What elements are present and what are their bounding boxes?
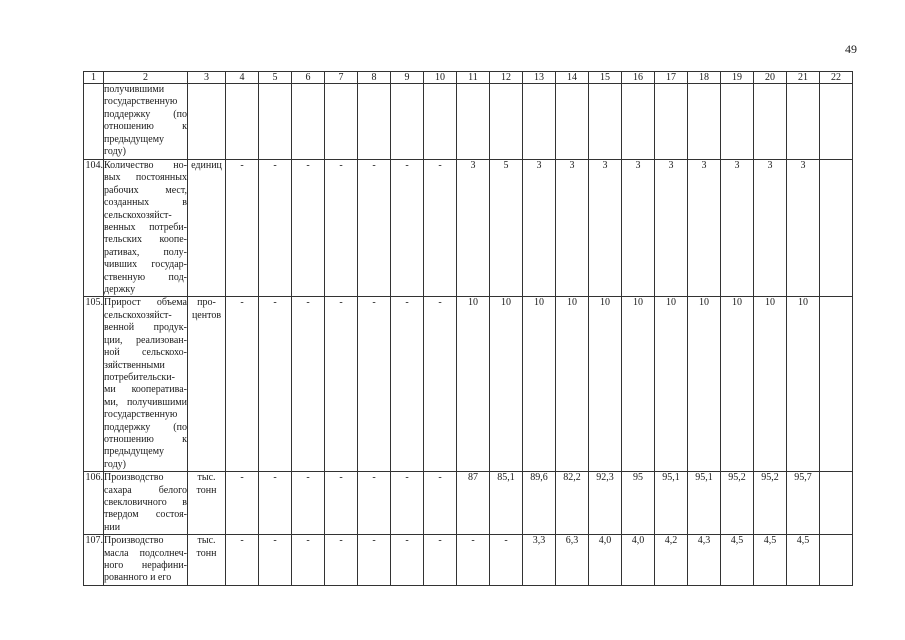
value-cell: 95,2 [721, 472, 754, 535]
indicator-line: свекловичного в [104, 496, 187, 508]
indicator-line: государственную [104, 96, 178, 108]
value-cell: 3 [457, 160, 490, 297]
value-cell: 3 [688, 160, 721, 297]
unit-cell [188, 472, 226, 535]
indicator-line: предыдущему [104, 133, 165, 145]
indicator-line: отношению к [104, 121, 187, 133]
value-cell [490, 84, 523, 160]
header-cell: 8 [358, 72, 391, 84]
value-cell [226, 84, 259, 160]
row-number: 105. [84, 297, 104, 472]
indicator-line: твердом состоя- [104, 509, 187, 521]
value-cell: 3 [523, 160, 556, 297]
value-cell [721, 84, 754, 160]
value-cell: 10 [457, 297, 490, 472]
value-cell: - [325, 297, 358, 472]
value-cell: 85,1 [490, 472, 523, 535]
value-cell [358, 84, 391, 160]
value-cell: 10 [523, 297, 556, 472]
indicator-line: нии [104, 521, 121, 533]
value-cell: - [259, 160, 292, 297]
value-cell: - [259, 297, 292, 472]
header-cell: 11 [457, 72, 490, 84]
indicator-name [104, 160, 188, 297]
indicator-line: ративах, полу- [104, 246, 187, 258]
indicator-line: рабочих мест, [104, 184, 187, 196]
value-cell: - [292, 472, 325, 535]
unit-line: тонн [196, 484, 217, 496]
value-cell [325, 84, 358, 160]
header-cell: 17 [655, 72, 688, 84]
value-cell: - [391, 160, 424, 297]
value-cell: 3 [655, 160, 688, 297]
unit-cell [188, 84, 226, 160]
value-cell: 3 [721, 160, 754, 297]
indicator-line: году) [104, 146, 126, 158]
indicator-line: отношению к [104, 433, 187, 445]
table-row [84, 84, 853, 160]
value-cell: - [292, 535, 325, 586]
indicator-line: ственную под- [104, 271, 187, 283]
indicator-line: сельскохозяйст- [104, 209, 172, 221]
value-cell: - [226, 472, 259, 535]
value-cell [424, 84, 457, 160]
header-cell: 10 [424, 72, 457, 84]
value-cell: - [424, 535, 457, 586]
unit-line: центов [191, 309, 222, 321]
header-cell: 19 [721, 72, 754, 84]
value-cell: 10 [490, 297, 523, 472]
indicator-line: ми кооператива- [104, 384, 187, 396]
indicator-line: поддержку (по [104, 108, 187, 120]
value-cell: - [358, 297, 391, 472]
header-cell: 20 [754, 72, 787, 84]
value-cell [754, 84, 787, 160]
value-cell [391, 84, 424, 160]
value-cell [589, 84, 622, 160]
value-cell: 89,6 [523, 472, 556, 535]
indicator-line: венной продук- [104, 322, 187, 334]
row-number: 106. [84, 472, 104, 535]
indicator-line: чивших государ- [104, 259, 187, 271]
indicator-line: созданных в [104, 197, 187, 209]
indicator-line: Прирост объема [104, 297, 187, 309]
value-cell: 3 [787, 160, 820, 297]
indicator-line: масла подсолнеч- [104, 547, 187, 559]
header-cell: 5 [259, 72, 292, 84]
value-cell: - [490, 535, 523, 586]
value-cell: 3 [556, 160, 589, 297]
value-cell: - [391, 535, 424, 586]
value-cell: 10 [655, 297, 688, 472]
header-cell: 4 [226, 72, 259, 84]
indicator-line: Производство [104, 535, 164, 547]
indicator-line: ции, реализован- [104, 334, 187, 346]
value-cell: - [226, 535, 259, 586]
value-cell [820, 160, 853, 297]
table-row [84, 160, 853, 297]
header-cell: 22 [820, 72, 853, 84]
value-cell: - [358, 160, 391, 297]
value-cell: - [292, 297, 325, 472]
row-number [84, 84, 104, 160]
indicator-line: вых постоянных [104, 172, 187, 184]
value-cell: 10 [721, 297, 754, 472]
header-cell: 21 [787, 72, 820, 84]
value-cell: 4,0 [589, 535, 622, 586]
unit-line: тыс. [197, 535, 216, 547]
value-cell: 82,2 [556, 472, 589, 535]
value-cell [457, 84, 490, 160]
value-cell: 10 [589, 297, 622, 472]
indicator-line: рованного и его [104, 572, 172, 584]
unit-line: про- [197, 297, 216, 309]
value-cell: 10 [688, 297, 721, 472]
value-cell: 3 [589, 160, 622, 297]
value-cell: 87 [457, 472, 490, 535]
page-number: 49 [845, 42, 857, 56]
value-cell: - [292, 160, 325, 297]
unit-line: единиц [191, 160, 222, 171]
indicator-line: ной сельскохо- [104, 347, 187, 359]
value-cell: 6,3 [556, 535, 589, 586]
value-cell: 4,5 [787, 535, 820, 586]
value-cell: 95,1 [688, 472, 721, 535]
value-cell: 10 [622, 297, 655, 472]
value-cell: - [391, 472, 424, 535]
indicator-name [104, 472, 188, 535]
header-cell: 1 [84, 72, 104, 84]
header-cell: 2 [104, 72, 188, 84]
indicator-name [104, 297, 188, 472]
table-row [84, 472, 853, 535]
header-cell: 6 [292, 72, 325, 84]
value-cell: 4,5 [721, 535, 754, 586]
header-row [84, 72, 853, 84]
value-cell: 95,2 [754, 472, 787, 535]
header-cell: 9 [391, 72, 424, 84]
value-cell [292, 84, 325, 160]
header-cell: 7 [325, 72, 358, 84]
value-cell: - [424, 160, 457, 297]
indicator-line: Количество но- [104, 160, 187, 171]
indicator-line: Производство [104, 472, 164, 484]
value-cell: 4,2 [655, 535, 688, 586]
value-cell: 4,5 [754, 535, 787, 586]
indicator-line: получившими [104, 84, 165, 95]
value-cell: - [358, 535, 391, 586]
unit-cell [188, 160, 226, 297]
value-cell: 95,7 [787, 472, 820, 535]
value-cell [688, 84, 721, 160]
indicator-line: потребительски- [104, 371, 175, 383]
row-number: 107. [84, 535, 104, 586]
header-cell: 13 [523, 72, 556, 84]
unit-line: тонн [196, 547, 217, 559]
header-cell: 14 [556, 72, 589, 84]
indicator-name [104, 84, 188, 160]
value-cell [787, 84, 820, 160]
value-cell [820, 84, 853, 160]
value-cell [820, 472, 853, 535]
value-cell [655, 84, 688, 160]
header-cell: 12 [490, 72, 523, 84]
data-table [83, 71, 853, 586]
value-cell: 95 [622, 472, 655, 535]
value-cell: - [226, 297, 259, 472]
indicator-line: тельских коопе- [104, 234, 187, 246]
value-cell: - [226, 160, 259, 297]
unit-line: тыс. [197, 472, 216, 484]
value-cell: 92,3 [589, 472, 622, 535]
indicator-line: ми, получившими [104, 396, 187, 408]
value-cell [622, 84, 655, 160]
unit-cell [188, 535, 226, 586]
value-cell [556, 84, 589, 160]
value-cell: - [325, 472, 358, 535]
value-cell: - [424, 472, 457, 535]
indicator-line: зяйственными [104, 359, 165, 371]
indicator-line: предыдущему [104, 446, 165, 458]
value-cell: - [325, 535, 358, 586]
indicator-line: году) [104, 458, 126, 470]
value-cell [523, 84, 556, 160]
value-cell: 4,0 [622, 535, 655, 586]
value-cell: 3 [622, 160, 655, 297]
unit-cell [188, 297, 226, 472]
indicator-line: венных потреби- [104, 222, 187, 234]
header-cell: 15 [589, 72, 622, 84]
header-cell: 16 [622, 72, 655, 84]
value-cell: - [457, 535, 490, 586]
value-cell: - [259, 472, 292, 535]
value-cell: - [259, 535, 292, 586]
value-cell: - [424, 297, 457, 472]
indicator-line: ного нерафини- [104, 560, 187, 571]
value-cell [820, 297, 853, 472]
value-cell: 10 [556, 297, 589, 472]
value-cell [259, 84, 292, 160]
value-cell: 10 [754, 297, 787, 472]
value-cell: 5 [490, 160, 523, 297]
value-cell: - [358, 472, 391, 535]
header-cell: 3 [188, 72, 226, 84]
value-cell: 10 [787, 297, 820, 472]
value-cell: - [325, 160, 358, 297]
table-row [84, 535, 853, 586]
header-cell: 18 [688, 72, 721, 84]
value-cell: 3,3 [523, 535, 556, 586]
indicator-line: государственную [104, 409, 178, 421]
indicator-line: сельскохозяйст- [104, 309, 172, 321]
row-number: 104. [84, 160, 104, 297]
value-cell: 4,3 [688, 535, 721, 586]
value-cell [820, 535, 853, 586]
value-cell: - [391, 297, 424, 472]
indicator-line: держку [104, 284, 136, 296]
value-cell: 95,1 [655, 472, 688, 535]
value-cell: 3 [754, 160, 787, 297]
table-row [84, 297, 853, 472]
indicator-line: сахара белого [104, 484, 187, 496]
indicator-name [104, 535, 188, 586]
indicator-line: поддержку (по [104, 421, 187, 433]
